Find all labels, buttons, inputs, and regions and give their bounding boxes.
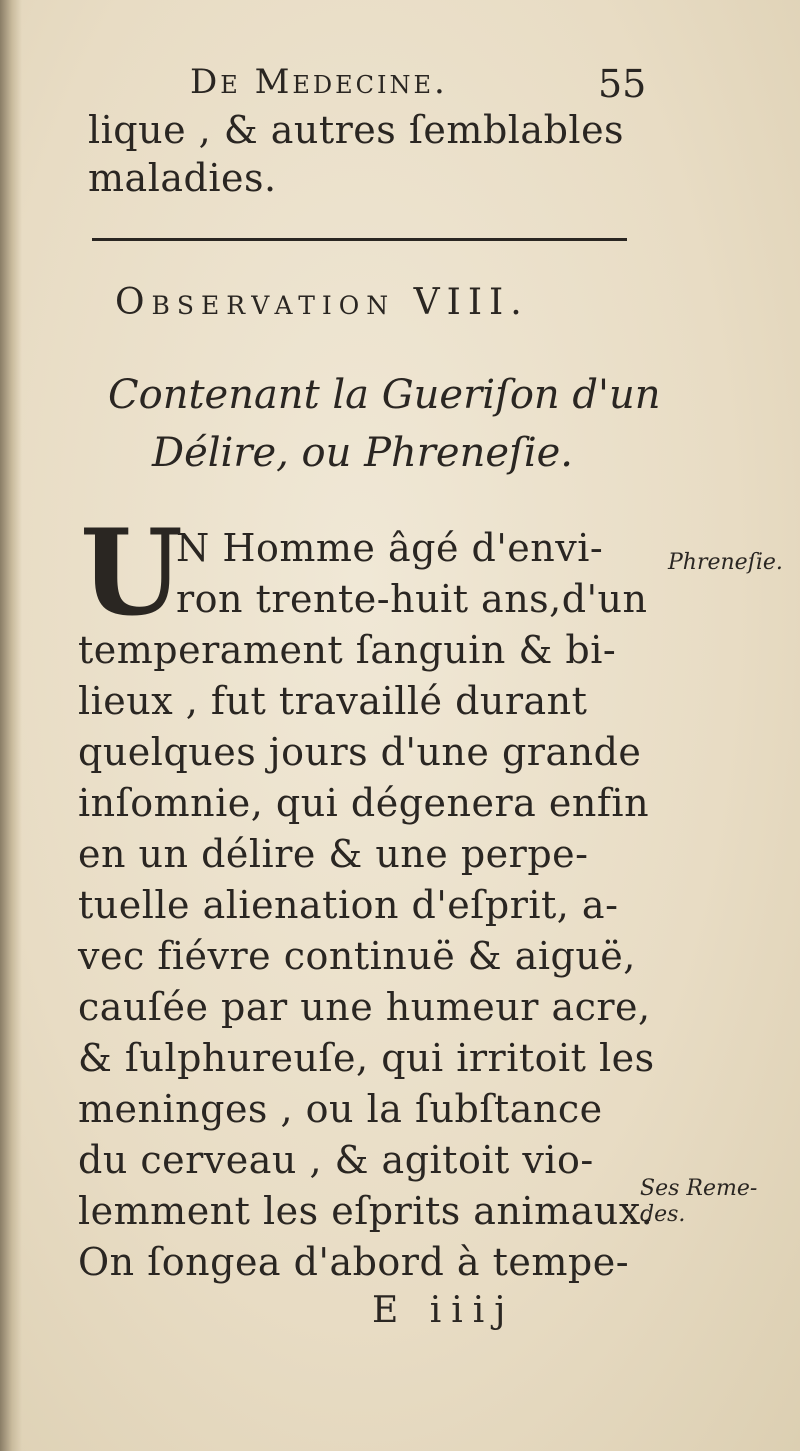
text-line: en un délire & une perpe- [78, 832, 589, 876]
subtitle-line: Contenant la Gueriſon d'un [108, 372, 661, 418]
margin-note: des. [640, 1202, 686, 1227]
signature-mark: E iiij [372, 1290, 516, 1331]
text-line: meninges , ou la ſubſtance [78, 1087, 603, 1131]
text-line: temperament ſanguin & bi- [78, 628, 617, 672]
text-line: N Homme âgé d'envi- [176, 526, 604, 570]
text-line: inſomnie, qui dégenera enfin [78, 781, 650, 825]
text-line: du cerveau , & agitoit vio- [78, 1138, 594, 1182]
page-number: 55 [598, 62, 647, 106]
margin-note: Phreneſie. [668, 550, 783, 575]
text-line: lique , & autres ſemblables [88, 108, 625, 152]
text-line: maladies. [88, 156, 277, 200]
section-divider [92, 238, 627, 241]
running-header: De Medecine. [190, 62, 448, 102]
text-line: tuelle alienation d'eſprit, a- [78, 883, 619, 927]
drop-cap: U [80, 503, 183, 642]
text-line: lemment les eſprits animaux. [78, 1189, 654, 1233]
text-line: & ſulphureuſe, qui irritoit les [78, 1036, 655, 1080]
text-line: On ſongea d'abord à tempe- [78, 1240, 630, 1284]
text-line: vec fiévre continuë & aiguë, [78, 934, 636, 978]
section-heading: Observation VIII. [115, 282, 529, 323]
text-line: ron trente-huit ans,d'un [176, 577, 648, 621]
text-line: lieux , fut travaillé durant [78, 679, 588, 723]
subtitle-line: Délire, ou Phreneſie. [152, 430, 573, 476]
text-line: quelques jours d'une grande [78, 730, 642, 774]
margin-note: Ses Reme- [640, 1176, 758, 1201]
text-line: cauſée par une humeur acre, [78, 985, 651, 1029]
page-gutter [0, 0, 22, 1451]
